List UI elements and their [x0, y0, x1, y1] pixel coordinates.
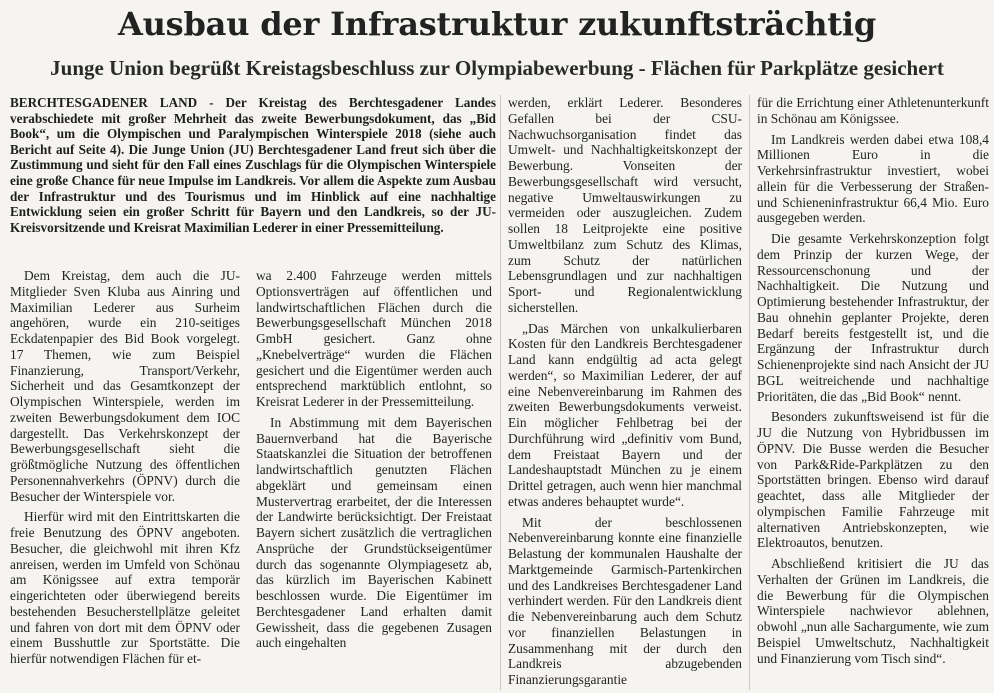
- paragraph: Die gesamte Verkehrskonzeption folgt dem Prinzip der kurzen Wege, der Ressourcenschonung und der Nachhaltigkeit. Die Nutzung und Optimierung bestehender Infrastruktur, der Bau ohnehin geplanter Projekte, deren Bedarf bereits festgestellt ist, und die Ergänzung der Infrastruktur durch Schienenprojekte sind nach Ansicht der JU BGL weitreichende und nachhaltige Prioritäten, die das „Bid Book“ nennt.: [757, 231, 989, 404]
- article-intro: BERCHTESGADENER LAND - Der Kreistag des Berchtesgadener Landes verabschiedete mit großer Mehrheit das zweite Bewerbungsdokument, das „Bid Book“, um die Olympischen und Paralympischen Winterspiele 2018 (siehe auch Bericht auf Seite 4). Die Junge Union (JU) Berchtesgadener Land freut sich über die Zustimmung und sieht für den Fall eines Zuschlags für die Olympischen Winterspiele eine große Chance für neue Impulse im Landkreis. Vor allem die Aspekte zum Ausbau der Infrastruktur und des Tourismus und im Hinblick auf eine nachhaltige Entwicklung seien ein großer Schritt für Bayern und den Landkreis, so der JU-Kreisvorsitzende und Kreisrat Maximilian Lederer in einer Pressemitteilung.: [10, 95, 496, 235]
- paragraph: Abschließend kritisiert die JU das Verhalten der Grünen im Landkreis, die die Bewerbung für die Olympischen Winterspiele nachwievor ablehnen, obwohl „nun alle Sachargumente, wie zum Beispiel Umweltschutz, Nachhaltigkeit und Finanzierung vom Tisch sind“.: [757, 556, 989, 666]
- paragraph: Hierfür wird mit den Eintrittskarten die freie Benutzung des ÖPNV angeboten. Besucher, die gleichwohl mit ihren Kfz anreisen, werden im Umfeld von Schönau am Königssee auf extra temporär eingerichteten oder überwiegend bereits bestehenden Besucherstellplätze geleitet und fahren von dort mit dem ÖPNV oder einem Busshuttle zur Sportstätte. Die hierfür notwendigen Flächen für et-: [10, 509, 240, 666]
- paragraph: Mit der beschlossenen Nebenvereinbarung konnte eine finanzielle Belastung der kommunalen Haushalte der Marktgemeinde Garmisch-Partenkirchen und des Landkreises Berchtesgadener Land verhindert werden. Für den Landkreis dient die Nebenvereinbarung auch dem Schutz vor finanziellen Belastungen in Zusammenhang mit der durch den Landkreis abzugebenden Finanzierungsgarantie: [508, 514, 742, 687]
- text-column-1: [10, 268, 240, 667]
- paragraph: „Das Märchen von unkalkulierbaren Kosten für den Landkreis Berchtesgadener Land kann endgültig ad acta gelegt werden“, so Maximilian Lederer, der auf eine Nebenvereinbarung im Rahmen des zweiten Bewerbungsdokuments verweist. Ein möglicher Fehlbetrag bei der Durchführung wird „definitiv vom Bund, dem Freistaat Bayern und der Landeshauptstadt München zu je einem Drittel getragen, auch wenn hier manchmal etwas anderes behauptet wurde“.: [508, 320, 742, 509]
- paragraph: für die Errichtung einer Athletenunterkunft in Schönau am Königssee.: [757, 95, 989, 126]
- paragraph: Im Landkreis werden dabei etwa 108,4 Millionen Euro in die Verkehrsinfrastruktur investiert, wobei allein für die Verbesserung der Straßen- und Schieneninfrastruktur 66,4 Mio. Euro ausgegeben werden.: [757, 131, 989, 226]
- paragraph: In Abstimmung mit dem Bayerischen Bauernverband hat die Bayerische Staatskanzlei die Situation der betroffenen landwirtschaftlich genutzten Flächen abgeklärt und gemeinsam einen Mustervertrag erarbeitet, der die Interessen der Landwirte berücksichtigt. Der Freistaat Bayern sichert zusätzlich die vertraglichen Ansprüche der Grundstückseigentümer durch das sogenannte Olympiagesetz ab, das kürzlich im Bayerischen Kabinett beschlossen wurde. Die Eigentümer im Berchtesgadener Land erhalten damit Gewissheit, dass die gegebenen Zusagen auch eingehalten: [256, 414, 492, 651]
- column-divider: [500, 95, 501, 690]
- paragraph: Besonders zukunftsweisend ist für die JU die Nutzung von Hybridbussen im ÖPNV. Die Busse werden die Besucher von Park&Ride-Parkplätzen zu den Sportstätten bringen. Ebenso wird darauf geachtet, dass alle Mitglieder der olympischen Familie Fahrzeuge mit alternativen Antriebskonzepten, wie Elektroautos, benutzen.: [757, 409, 989, 551]
- article-subheadline: Junge Union begrüßt Kreistagsbeschluss zur Olympiabewerbung - Flächen für Parkplätze gesichert: [50, 56, 944, 80]
- paragraph: Dem Kreistag, dem auch die JU-Mitglieder Sven Kluba aus Ainring und Maximilian Lederer aus Surheim angehören, wurde ein 210-seitiges Eckdatenpapier des Bid Book vorgelegt. 17 Themen, wie zum Beispiel Finanzierung, Transport/Verkehr, Sicherheit und das Gesamtkonzept der Olympischen Winterspiele, werden im zweiten Bewerbungsdokument dem IOC dargestellt. Das Verkehrskonzept der Bewerbungsgesellschaft sieht die größtmögliche Nutzung des öffentlichen Personennahverkehrs (ÖPNV) durch die Besucher der Winterspiele vor.: [10, 268, 240, 504]
- text-column-3: [508, 95, 742, 688]
- text-column-4: [757, 95, 989, 666]
- paragraph: wa 2.400 Fahrzeuge werden mittels Optionsverträgen auf öffentlichen und landwirtschaftlichen Flächen durch die Bewerbungsgesellschaft München 2018 GmbH gesichert. Ganz ohne „Knebelverträge“ wurden die Flächen gesichert und die Eigentümer werden auch entsprechend marktüblich entlohnt, so Kreisrat Lederer in der Pressemitteilung.: [256, 268, 492, 409]
- column-divider: [749, 95, 750, 690]
- article-headline: Ausbau der Infrastruktur zukunftsträchtig: [117, 5, 877, 43]
- paragraph: werden, erklärt Lederer. Besonderes Gefallen bei der CSU-Nachwuchsorganisation findet das Umwelt- und Nachhaltigkeitskonzept der Bewerbung. Vonseiten der Bewerbungsgesellschaft wird versucht, negative Umweltauswirkungen zu vermeiden oder auszugleichen. Zudem sollen 18 Leitprojekte eine positive Umweltbilanz zum Schutz des Klimas, zum Schutz der natürlichen Lebensgrundlagen und zur nachhaltigen Sport- und Regionalentwicklung sicherstellen.: [508, 95, 742, 315]
- text-column-2: [256, 268, 492, 651]
